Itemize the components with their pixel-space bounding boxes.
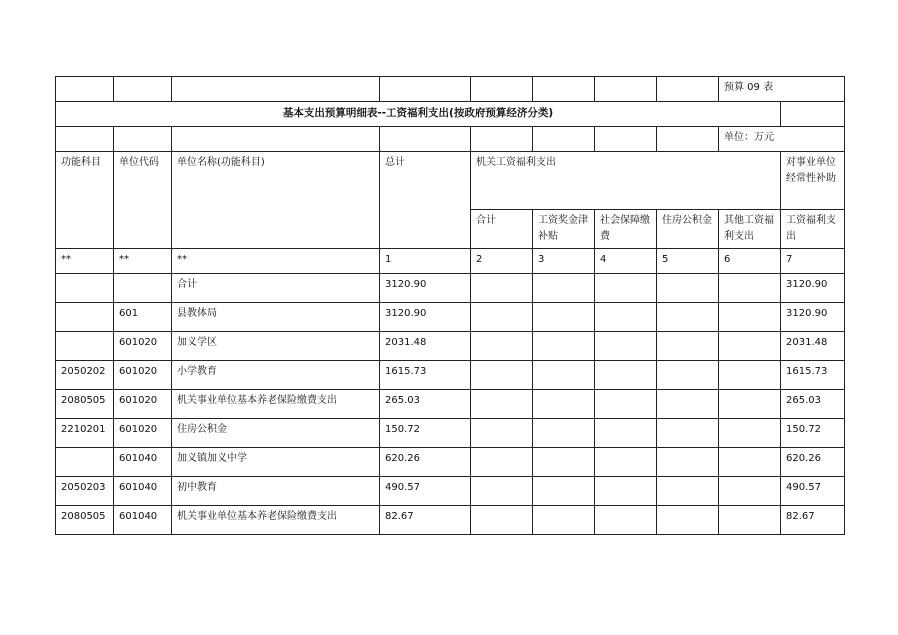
unit-name-cell: 机关事业单位基本养老保险缴费支出 — [172, 506, 380, 535]
total-cell: 265.03 — [380, 390, 471, 419]
salary-cell — [533, 448, 595, 477]
unit-name-cell: 机关事业单位基本养老保险缴费支出 — [172, 390, 380, 419]
social-cell — [595, 303, 657, 332]
salary-cell — [533, 274, 595, 303]
housing-cell — [657, 506, 719, 535]
func-code-cell: 2210201 — [56, 419, 114, 448]
salary-cell — [533, 361, 595, 390]
social-cell — [595, 419, 657, 448]
other-cell — [719, 506, 781, 535]
other-cell — [719, 361, 781, 390]
housing-cell — [657, 419, 719, 448]
table-row — [56, 332, 845, 361]
table-row — [56, 477, 845, 506]
social-cell — [595, 506, 657, 535]
housing-cell — [657, 390, 719, 419]
unit-code-cell: 601040 — [114, 506, 172, 535]
header-social: 社会保障缴费 — [595, 210, 657, 249]
total-cell: 3120.90 — [380, 274, 471, 303]
header-sub-total: 合计 — [471, 210, 533, 249]
unit-code-cell: 601040 — [114, 477, 172, 506]
func-code-cell: 2080505 — [56, 506, 114, 535]
sub-total-cell — [471, 390, 533, 419]
unit-name-cell: 初中教育 — [172, 477, 380, 506]
subsidy-cell: 3120.90 — [781, 303, 845, 332]
total-cell: 620.26 — [380, 448, 471, 477]
index-cell: 1 — [380, 249, 471, 274]
salary-cell — [533, 506, 595, 535]
total-cell: 2031.48 — [380, 332, 471, 361]
unit-code-cell — [114, 274, 172, 303]
index-cell: ** — [172, 249, 380, 274]
other-cell — [719, 477, 781, 506]
unit-code-cell: 601040 — [114, 448, 172, 477]
total-cell: 150.72 — [380, 419, 471, 448]
table-row — [56, 419, 845, 448]
unit-name-cell: 县教体局 — [172, 303, 380, 332]
social-cell — [595, 477, 657, 506]
other-cell — [719, 419, 781, 448]
subsidy-cell: 265.03 — [781, 390, 845, 419]
header-subsidy-group: 对事业单位经常性补助 — [781, 152, 845, 210]
index-cell: 2 — [471, 249, 533, 274]
index-row — [56, 249, 845, 274]
salary-cell — [533, 390, 595, 419]
table-row — [56, 361, 845, 390]
salary-cell — [533, 419, 595, 448]
header-unit-code: 单位代码 — [114, 152, 172, 249]
header-org-group: 机关工资福利支出 — [471, 152, 781, 210]
subsidy-cell: 1615.73 — [781, 361, 845, 390]
header-unit-name: 单位名称(功能科目) — [172, 152, 380, 249]
func-code-cell: 2050203 — [56, 477, 114, 506]
header-other: 其他工资福利支出 — [719, 210, 781, 249]
sub-total-cell — [471, 448, 533, 477]
index-cell: 4 — [595, 249, 657, 274]
other-cell — [719, 332, 781, 361]
table-title: 基本支出预算明细表--工资福利支出(按政府预算经济分类) — [56, 102, 781, 127]
salary-cell — [533, 303, 595, 332]
subsidy-cell: 82.67 — [781, 506, 845, 535]
sub-total-cell — [471, 303, 533, 332]
sub-total-cell — [471, 506, 533, 535]
index-cell: 6 — [719, 249, 781, 274]
table-body — [56, 77, 845, 535]
header-row-1 — [56, 152, 845, 210]
other-cell — [719, 390, 781, 419]
social-cell — [595, 448, 657, 477]
subsidy-cell: 150.72 — [781, 419, 845, 448]
func-code-cell — [56, 303, 114, 332]
form-number-row — [56, 77, 845, 102]
index-cell: ** — [56, 249, 114, 274]
header-total: 总计 — [380, 152, 471, 249]
unit-code-cell: 601020 — [114, 419, 172, 448]
table-row — [56, 274, 845, 303]
budget-table — [55, 76, 845, 535]
sub-total-cell — [471, 419, 533, 448]
sub-total-cell — [471, 477, 533, 506]
index-cell: 5 — [657, 249, 719, 274]
unit-code-cell: 601020 — [114, 390, 172, 419]
table-row — [56, 448, 845, 477]
housing-cell — [657, 477, 719, 506]
subsidy-cell: 620.26 — [781, 448, 845, 477]
social-cell — [595, 390, 657, 419]
index-cell: 3 — [533, 249, 595, 274]
unit-code-cell: 601020 — [114, 332, 172, 361]
header-func-code: 功能科目 — [56, 152, 114, 249]
header-salary: 工资奖金津补贴 — [533, 210, 595, 249]
subsidy-cell: 490.57 — [781, 477, 845, 506]
salary-cell — [533, 332, 595, 361]
unit-name-cell: 小学教育 — [172, 361, 380, 390]
func-code-cell — [56, 332, 114, 361]
form-number: 预算 09 表 — [719, 77, 845, 102]
total-cell: 490.57 — [380, 477, 471, 506]
social-cell — [595, 361, 657, 390]
unit-code-cell: 601020 — [114, 361, 172, 390]
other-cell — [719, 274, 781, 303]
unit-name-cell: 合计 — [172, 274, 380, 303]
sub-total-cell — [471, 274, 533, 303]
func-code-cell — [56, 274, 114, 303]
unit-row — [56, 127, 845, 152]
other-cell — [719, 448, 781, 477]
housing-cell — [657, 303, 719, 332]
index-cell: 7 — [781, 249, 845, 274]
social-cell — [595, 274, 657, 303]
other-cell — [719, 303, 781, 332]
social-cell — [595, 332, 657, 361]
sub-total-cell — [471, 332, 533, 361]
subsidy-cell: 3120.90 — [781, 274, 845, 303]
func-code-cell: 2050202 — [56, 361, 114, 390]
total-cell: 1615.73 — [380, 361, 471, 390]
title-row — [56, 102, 845, 127]
total-cell: 82.67 — [380, 506, 471, 535]
table-row — [56, 390, 845, 419]
housing-cell — [657, 448, 719, 477]
unit-name-cell: 加义镇加义中学 — [172, 448, 380, 477]
housing-cell — [657, 332, 719, 361]
unit-name-cell: 住房公积金 — [172, 419, 380, 448]
func-code-cell: 2080505 — [56, 390, 114, 419]
func-code-cell — [56, 448, 114, 477]
index-cell: ** — [114, 249, 172, 274]
subsidy-cell: 2031.48 — [781, 332, 845, 361]
unit-label: 单位：万元 — [719, 127, 845, 152]
housing-cell — [657, 274, 719, 303]
sub-total-cell — [471, 361, 533, 390]
salary-cell — [533, 477, 595, 506]
total-cell: 3120.90 — [380, 303, 471, 332]
unit-name-cell: 加义学区 — [172, 332, 380, 361]
housing-cell — [657, 361, 719, 390]
table-row — [56, 506, 845, 535]
table-row — [56, 303, 845, 332]
header-housing: 住房公积金 — [657, 210, 719, 249]
unit-code-cell: 601 — [114, 303, 172, 332]
header-subsidy-salary: 工资福利支出 — [781, 210, 845, 249]
